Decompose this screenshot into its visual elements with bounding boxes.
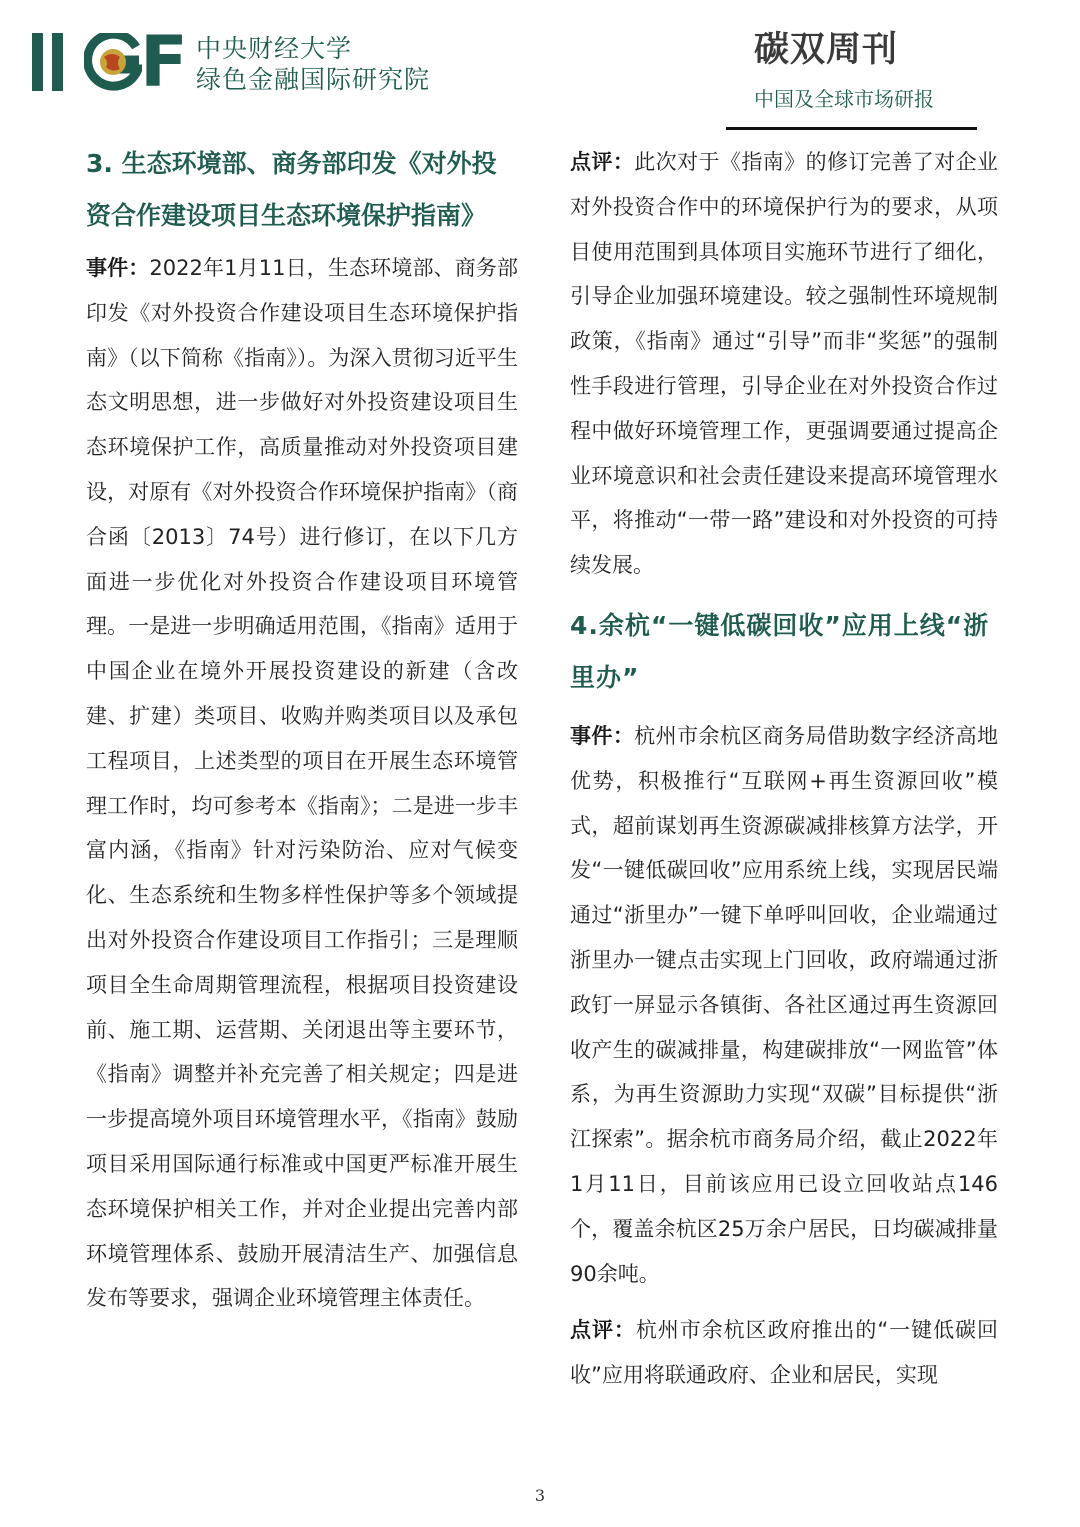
page-header: [0, 0, 1080, 135]
section3-comment: [570, 140, 998, 588]
section3-event-text: 2022年1月11日，生态环境部、商务部印发《对外投资合作建设项目生态环境保护指南》（以下简称《指南》）。为深入贯彻习近平生态文明思想，进一步做好对外投资建设项目生态环境保护工作，高质量推动对外投资项目建设，对原有《对外投资合作环境保护指南》（商合函〔2013〕74号）进行修订，在以下几方面进一步优化对外投资合作建设项目环境管理。一是进一步明确适用范围，《指南》适用于中国企业在境外开展投资建设的新建（含改建、扩建）类项目、收购并购类项目以及承包工程项目，上述类型的项目在开展生态环境管理工作时，均可参考本《指南》；二是进一步丰富内涵，《指南》针对污染防治、应对气候变化、生态系统和生物多样性保护等多个领域提出对外投资合作建设项目工作指引；三是理顺项目全生命周期管理流程，根据项目投资建设前、施工期、运营期、关闭退出等主要环节，《指南》调整并补充完善了相关规定；四是进一步提高境外项目环境管理水平，《指南》鼓励项目采用国际通行标准或中国更严标准开展生态环境保护相关工作，并对企业提出完善内部环境管理体系、鼓励开展清洁生产、加强信息发布等要求，强调企业环境管理主体责任。: [86, 256, 519, 1311]
section3-title: 3. 生态环境部、商务部印发《对外投资合作建设项目生态环境保护指南》: [86, 149, 497, 230]
event-label: 事件：: [86, 256, 150, 280]
event-label: 事件：: [570, 723, 635, 748]
header-divider: [726, 127, 977, 130]
institute-name: [196, 33, 430, 95]
journal-title: 碳双周刊: [753, 30, 898, 70]
section4-comment-text: 杭州市余杭区政府推出的“一键低碳回收”应用将联通政府、企业和居民，实现: [570, 1318, 998, 1388]
section4-event-text: 杭州市余杭区商务局借助数字经济高地优势，积极推行“互联网+再生资源回收”模式，超前谋划再生资源碳减排核算方法学，开发“一键低碳回收”应用系统上线，实现居民端通过“浙里办”一键下单呼叫回收，企业端通过浙里办一键点击实现上门回收，政府端通过浙政钉一屏显示各镇街、各社区通过再生资源回收产生的碳减排量，构建碳排放“一网监管”体系，为再生资源助力实现“双碳”目标提供“浙江探索”。据余杭市商务局介绍，截止2022年1月11日，目前该应用已设立回收站点146个，覆盖余杭区25万余户居民，日均碳减排量90余吨。: [570, 723, 999, 1286]
section3-event: [86, 246, 518, 1321]
comment-label: 点评：: [570, 150, 635, 174]
section4-title: 4.余杭“一键低碳回收”应用上线“浙里办”: [570, 610, 990, 692]
section4-event: [570, 714, 998, 1296]
left-column: [86, 140, 518, 1321]
institute-name-line2: 绿色金融国际研究院: [196, 65, 431, 94]
journal-subtitle: 中国及全球市场研报: [754, 87, 934, 111]
iigf-logo: F: [32, 33, 177, 91]
section4-comment: [570, 1308, 998, 1398]
section3-comment-text: 此次对于《指南》的修订完善了对企业对外投资合作中的环境保护行为的要求，从项目使用范围到具体项目实施环节进行了细化，引导企业加强环境建设。较之强制性环境规制政策，《指南》通过“引导”而非“奖惩”的强制性手段进行管理，引导企业在对外投资合作过程中做好环境管理工作，更强调要通过提高企业环境意识和社会责任建设来提高环境管理水平，将推动“一带一路”建设和对外投资的可持续发展。: [570, 150, 999, 578]
globe-icon: [84, 33, 142, 91]
page-number: 3: [534, 1486, 546, 1505]
comment-label: 点评：: [570, 1318, 636, 1343]
right-column: [570, 140, 998, 1398]
institute-name-line1: 中央财经大学: [196, 34, 353, 63]
